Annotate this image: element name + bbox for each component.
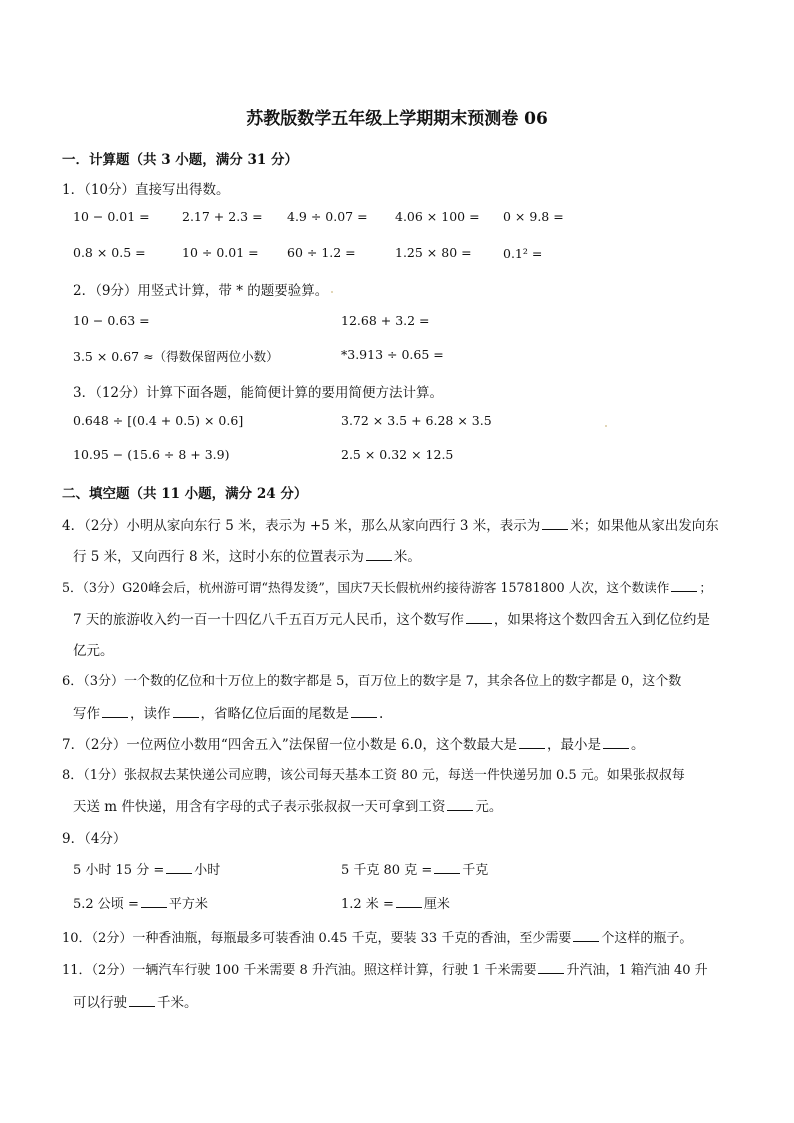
q1-item: 1.25 × 80 =	[395, 245, 472, 260]
question-5-line-2: 7 天的旅游收入约一百一十四亿八千五百万元人民币，这个数写作 ，如果将这个数四舍五入到亿位约是	[73, 612, 710, 628]
question-11-line-2: 可以行驶 千米。	[73, 995, 198, 1011]
answer-blank[interactable]	[366, 549, 392, 561]
answer-blank[interactable]	[573, 930, 599, 942]
q1-item: 60 ÷ 1.2 =	[287, 245, 356, 260]
section-heading-calculation: 一．计算题（共 3 小题，满分 31 分）	[62, 152, 298, 168]
q1-item: 0.8 × 0.5 =	[73, 245, 146, 260]
question-6-line-2: 写作 ，读作 ，省略亿位后面的尾数是 .	[73, 706, 384, 722]
q9-item: 5.2 公顷 = 平方米	[73, 897, 208, 912]
answer-blank[interactable]	[538, 962, 564, 974]
question-4-line-2: 行 5 米，又向西行 8 米，这时小东的位置表示为 米。	[73, 549, 421, 565]
speck-mark	[605, 425, 607, 427]
q9-item: 5 千克 80 克 = 千克	[341, 863, 489, 878]
answer-blank[interactable]	[396, 896, 422, 908]
q1-item: 10 ÷ 0.01 =	[182, 245, 259, 260]
q2-item: 3.5 × 0.67 ≈（得数保留两位小数）	[73, 349, 279, 364]
answer-blank[interactable]	[542, 518, 568, 530]
answer-blank[interactable]	[434, 862, 460, 874]
question-9-stem: 9．（4分）	[62, 831, 127, 847]
section-heading-fill-in: 二、填空题（共 11 小题，满分 24 分）	[62, 486, 308, 502]
answer-blank[interactable]	[173, 706, 199, 718]
answer-blank[interactable]	[671, 580, 697, 592]
q9-item: 5 小时 15 分 = 小时	[73, 863, 221, 878]
q2-item: 12.68 + 3.2 =	[341, 313, 430, 328]
page-title: 苏教版数学五年级上学期期末预测卷 06	[246, 109, 548, 129]
q3-item: 10.95 − (15.6 ÷ 8 + 3.9)	[73, 447, 230, 462]
q1-item: 0 × 9.8 =	[503, 209, 564, 224]
q9-item: 1.2 米 = 厘米	[341, 897, 450, 912]
answer-blank[interactable]	[447, 799, 473, 811]
question-1-stem: 1．（10分）直接写出得数。	[62, 182, 230, 198]
question-10: 10．（2分）一种香油瓶，每瓶最多可装香油 0.45 千克，要装 33 千克的香油，至少需要 个这样的瓶子。	[62, 931, 693, 946]
question-8-line-2: 天送 m 件快递，用含有字母的式子表示张叔叔一天可拿到工资 元。	[73, 799, 503, 815]
q1-item: 4.9 ÷ 0.07 =	[287, 209, 368, 224]
question-3-stem: 3．（12分）计算下面各题，能简便计算的要用简便方法计算。	[73, 385, 444, 401]
q3-item: 2.5 × 0.32 × 12.5	[341, 447, 454, 462]
question-5-line-3: 亿元。	[73, 643, 114, 659]
q1-item: 10 − 0.01 =	[73, 209, 150, 224]
answer-blank[interactable]	[102, 706, 128, 718]
q2-item: *3.913 ÷ 0.65 =	[341, 347, 444, 362]
question-8-line-1: 8．（1分）张叔叔去某快递公司应聘，该公司每天基本工资 80 元，每送一件快递另加 0.5 元。如果张叔叔每	[62, 768, 685, 783]
answer-blank[interactable]	[603, 737, 629, 749]
answer-blank[interactable]	[129, 995, 155, 1007]
question-5-line-1: 5．（3分）G20峰会后，杭州游可谓“热得发烫”，国庆7天长假杭州约接待游客 15781800 人次，这个数读作 ；	[62, 580, 712, 595]
question-11-line-1: 11．（2分）一辆汽车行驶 100 千米需要 8 升汽油。照这样计算，行驶 1 千米需要 升汽油，1 箱汽油 40 升	[62, 963, 708, 978]
answer-blank[interactable]	[166, 862, 192, 874]
answer-blank[interactable]	[466, 612, 492, 624]
q3-item: 3.72 × 3.5 + 6.28 × 3.5	[341, 413, 492, 428]
answer-blank[interactable]	[351, 706, 377, 718]
q1-item: 0.1² =	[503, 246, 543, 261]
question-6-line-1: 6．（3分）一个数的亿位和十万位上的数字都是 5，百万位上的数字是 7，其余各位上的数字都是 0，这个数	[62, 674, 682, 689]
answer-blank[interactable]	[141, 896, 167, 908]
question-4-line-1: 4．（2分）小明从家向东行 5 米，表示为 +5 米，那么从家向西行 3 米，表示为 米；如果他从家出发向东	[62, 518, 719, 534]
question-7: 7．（2分）一位两位小数用“四舍五入”法保留一位小数是 6.0，这个数最大是 ，最小是 。	[62, 737, 645, 753]
q3-item: 0.648 ÷ [(0.4 + 0.5) × 0.6]	[73, 413, 244, 428]
q1-item: 4.06 × 100 =	[395, 209, 480, 224]
answer-blank[interactable]	[519, 737, 545, 749]
q2-item: 10 − 0.63 =	[73, 313, 150, 328]
question-2-stem: 2．（9分）用竖式计算，带 * 的题要验算。	[73, 283, 329, 299]
speck-mark	[331, 291, 333, 293]
q1-item: 2.17 + 2.3 =	[182, 209, 263, 224]
